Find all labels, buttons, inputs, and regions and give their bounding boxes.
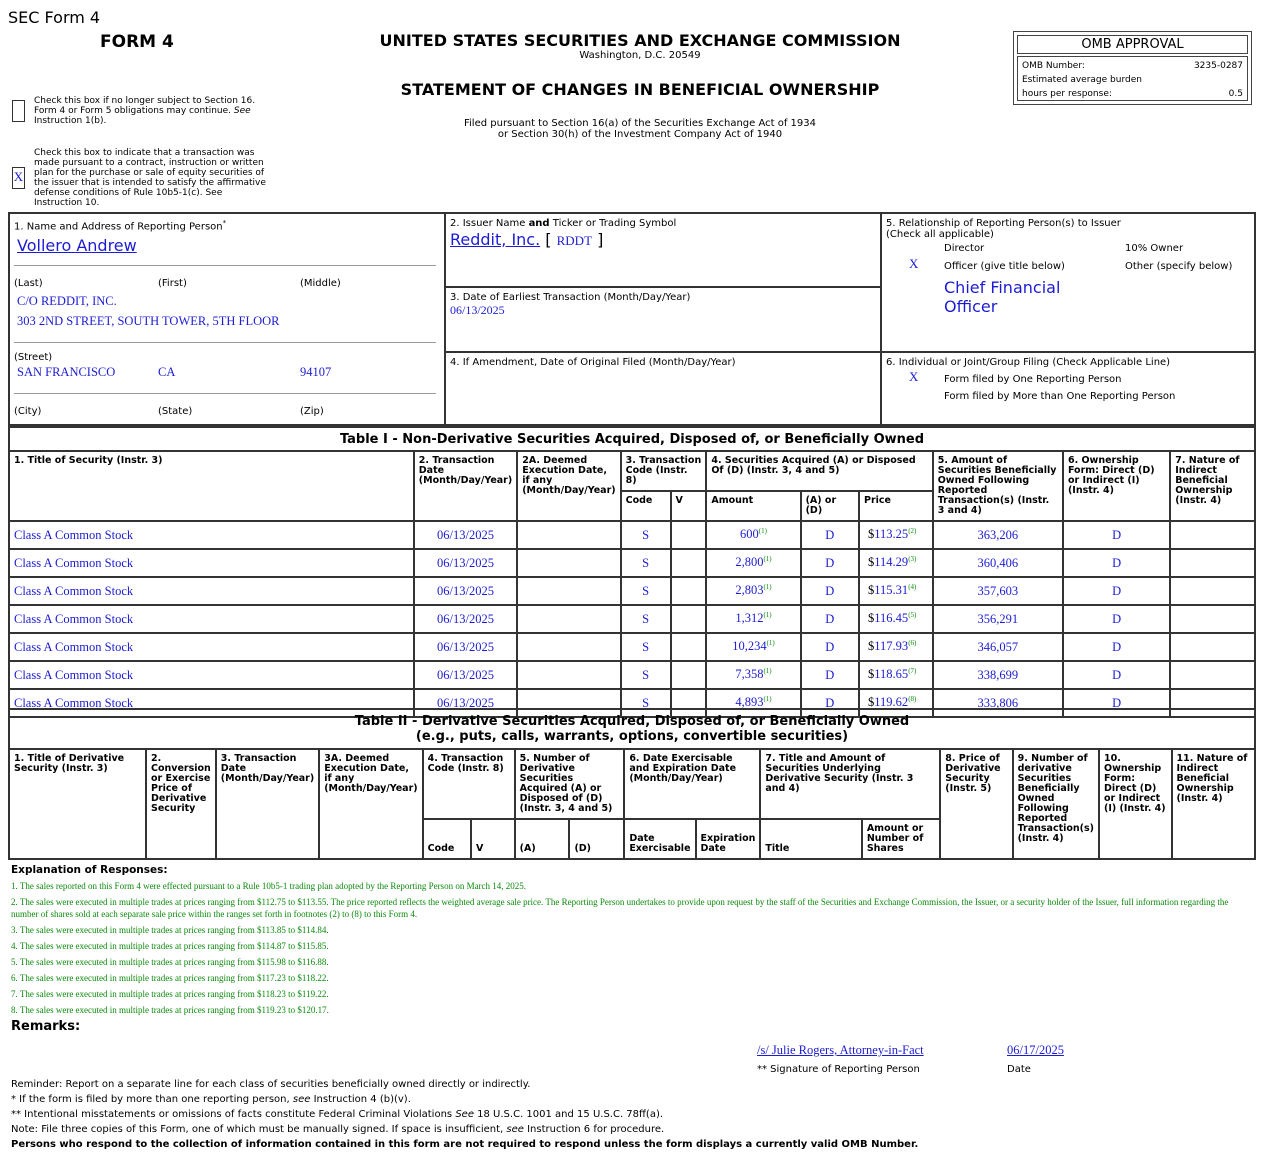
amount-owned: 346,057 xyxy=(933,633,1063,661)
rule-10b5-1-check-mark: X xyxy=(13,169,24,184)
last-name-label: (Last) xyxy=(14,278,43,289)
nature-of-ownership xyxy=(1170,633,1255,661)
dollar-sign: $ xyxy=(868,611,875,626)
t2-sub-v: V xyxy=(471,819,515,859)
first-name-label: (First) xyxy=(158,278,187,289)
explanations-title: Explanation of Responses: xyxy=(11,864,168,876)
one-person-option[interactable]: Form filed by One Reporting Person xyxy=(944,374,1122,385)
t2-sub-code: Code xyxy=(423,819,471,859)
amount-footnote: (1) xyxy=(763,555,772,564)
t1-sub-v: V xyxy=(671,491,707,521)
t2-sub-date-exercisable: Date Exercisable xyxy=(624,819,695,859)
price: 115.31 xyxy=(874,583,909,598)
earliest-date-label: 3. Date of Earliest Transaction (Month/Day/Year) xyxy=(450,292,691,303)
security-title: Class A Common Stock xyxy=(9,605,414,633)
omb-burden-label: Estimated average burden xyxy=(1022,75,1142,85)
dollar-sign: $ xyxy=(868,667,875,682)
state-value: CA xyxy=(158,365,176,379)
price-cell xyxy=(859,605,933,633)
reporting-person-label-text: 1. Name and Address of Reporting Person xyxy=(14,221,223,233)
deemed-date xyxy=(517,605,620,633)
t1-header-title: 1. Title of Security (Instr. 3) xyxy=(9,451,414,521)
t2-header-9: 9. Number of derivative Securities Beneficially Owned Following Reported Transaction(s) (Instr. 4) xyxy=(1013,749,1099,859)
table-1-title: Table I - Non-Derivative Securities Acquired, Disposed of, or Beneficially Owned xyxy=(9,427,1255,451)
t1-header-acquired: 4. Securities Acquired (A) or Disposed Of (D) (Instr. 3, 4 and 5) xyxy=(706,451,932,491)
table-row xyxy=(9,577,1255,605)
amount-owned: 363,206 xyxy=(933,521,1063,549)
dollar-sign: $ xyxy=(868,695,875,710)
nature-of-ownership xyxy=(1170,661,1255,689)
t1-header-code: 3. Transaction Code (Instr. 8) xyxy=(621,451,707,491)
explanation-of-responses xyxy=(11,864,1256,1016)
omb-number-row xyxy=(1022,61,1243,71)
amount-owned: 360,406 xyxy=(933,549,1063,577)
street-label: (Street) xyxy=(14,352,53,363)
amount: 4,893 xyxy=(735,695,764,710)
t2-sub-expiration: Expiration Date xyxy=(696,819,761,859)
table-row xyxy=(9,633,1255,661)
amount: 600 xyxy=(740,527,759,542)
ownership-form: D xyxy=(1063,605,1170,633)
footnote: 6. The sales were executed in multiple trades at prices ranging from $117.23 to $118.22. xyxy=(11,973,329,983)
address-line-1: C/O REDDIT, INC. xyxy=(17,294,117,308)
security-title: Class A Common Stock xyxy=(9,577,414,605)
transaction-code: S xyxy=(621,605,671,633)
nature-of-ownership xyxy=(1170,549,1255,577)
deemed-date xyxy=(517,549,620,577)
acquired-disposed: D xyxy=(801,633,859,661)
omb-number-label: OMB Number: xyxy=(1022,61,1085,71)
amount-owned: 356,291 xyxy=(933,605,1063,633)
amount-cell xyxy=(706,661,800,689)
footnote: 7. The sales were executed in multiple trades at prices ranging from $118.23 to $119.22. xyxy=(11,989,329,999)
security-title: Class A Common Stock xyxy=(9,661,414,689)
one-person-check-mark: X xyxy=(909,369,919,384)
acquired-disposed: D xyxy=(801,605,859,633)
t1-header-form: 6. Ownership Form: Direct (D) or Indirect (I) (Instr. 4) xyxy=(1063,451,1170,521)
amount-cell xyxy=(706,605,800,633)
footer-note-2-a: ** Intentional misstatements or omissions of facts constitute Federal Criminal Violations xyxy=(11,1109,453,1120)
address-line-2: 303 2ND STREET, SOUTH TOWER, 5TH FLOOR xyxy=(17,314,280,328)
omb-hours-label: hours per response: xyxy=(1022,89,1112,99)
t2-header-4: 4. Transaction Code (Instr. 8) xyxy=(423,749,515,819)
t2-header-10: 10. Ownership Form: Direct (D) or Indirect (I) (Instr. 4) xyxy=(1099,749,1171,859)
amount-footnote: (1) xyxy=(763,611,772,620)
transaction-date: 06/13/2025 xyxy=(414,549,517,577)
price-footnote: (2) xyxy=(908,527,917,536)
signature-name: /s/ Julie Rogers, Attorney-in-Fact xyxy=(757,1043,924,1057)
other-option[interactable]: Other (specify below) xyxy=(1125,261,1233,272)
acquired-disposed: D xyxy=(801,661,859,689)
t1-header-nature: 7. Nature of Indirect Beneficial Ownership (Instr. 4) xyxy=(1170,451,1255,521)
amount: 2,800 xyxy=(735,555,764,570)
price-footnote: (6) xyxy=(908,639,917,648)
remarks-title: Remarks: xyxy=(11,1019,81,1034)
amount-cell xyxy=(706,521,800,549)
t1-sub-ad: (A) or (D) xyxy=(801,491,859,521)
footer-note-3-b: Instruction 6 for procedure. xyxy=(527,1124,665,1135)
deemed-date xyxy=(517,521,620,549)
footnote: 5. The sales were executed in multiple trades at prices ranging from $115.98 to $116.88. xyxy=(11,957,329,967)
t1-sub-amount: Amount xyxy=(706,491,800,521)
security-title: Class A Common Stock xyxy=(9,521,414,549)
section16-text-main: Check this box if no longer subject to Section 16. Form 4 or Form 5 obligations may continue. xyxy=(34,96,256,116)
amount-cell xyxy=(706,577,800,605)
filing-label: 6. Individual or Joint/Group Filing (Check Applicable Line) xyxy=(886,357,1171,368)
footer-note-3 xyxy=(11,1124,664,1135)
officer-check-mark: X xyxy=(909,256,919,271)
amount-footnote: (1) xyxy=(758,527,767,536)
price: 117.93 xyxy=(874,639,909,654)
amount-footnote: (1) xyxy=(763,583,772,592)
price-cell xyxy=(859,521,933,549)
price: 114.29 xyxy=(874,555,909,570)
ownership-form: D xyxy=(1063,521,1170,549)
t2-header-2: 2. Conversion or Exercise Price of Derivative Security xyxy=(146,749,216,859)
t2-header-3a: 3A. Deemed Execution Date, if any (Month/Day/Year) xyxy=(319,749,422,859)
table-1-non-derivative xyxy=(8,426,1256,718)
agency-city: Washington, D.C. 20549 xyxy=(579,50,701,61)
t1-header-owned: 5. Amount of Securities Beneficially Owned Following Reported Transaction(s) (Instr. 3 and 4) xyxy=(933,451,1063,521)
transaction-code: S xyxy=(621,689,671,717)
transaction-code: S xyxy=(621,577,671,605)
earliest-date-value: 06/13/2025 xyxy=(450,303,505,317)
price: 119.62 xyxy=(874,695,909,710)
acquired-disposed: D xyxy=(801,521,859,549)
t2-header-6: 6. Date Exercisable and Expiration Date (Month/Day/Year) xyxy=(624,749,760,819)
rule-10b5-1-text: Check this box to indicate that a transaction was made pursuant to a contract, instruction or written plan for the purchase or sale of equity securities of the issuer that is intended to satisfy the affirmative defense conditions of Rule 10b5-1(c). See Instruction 10. xyxy=(34,148,266,208)
officer-option[interactable]: Officer (give title below) xyxy=(944,261,1065,272)
omb-burden-row xyxy=(1022,75,1243,85)
zip-value: 94107 xyxy=(300,365,332,379)
price-cell xyxy=(859,633,933,661)
t2-header-1: 1. Title of Derivative Security (Instr. 3) xyxy=(9,749,146,859)
table-row xyxy=(9,549,1255,577)
transaction-code: S xyxy=(621,633,671,661)
signature-date: 06/17/2025 xyxy=(1007,1043,1064,1057)
city-value: SAN FRANCISCO xyxy=(17,365,116,379)
t2-header-11: 11. Nature of Indirect Beneficial Ownership (Instr. 4) xyxy=(1172,749,1256,859)
transaction-date: 06/13/2025 xyxy=(414,661,517,689)
ownership-form: D xyxy=(1063,549,1170,577)
ownership-form: D xyxy=(1063,577,1170,605)
v-cell xyxy=(671,633,707,661)
price: 118.65 xyxy=(874,667,909,682)
security-title: Class A Common Stock xyxy=(9,549,414,577)
middle-name-label: (Middle) xyxy=(300,278,341,289)
amount-owned: 333,806 xyxy=(933,689,1063,717)
t2-header-3: 3. Transaction Date (Month/Day/Year) xyxy=(216,749,319,859)
v-cell xyxy=(671,605,707,633)
dollar-sign: $ xyxy=(868,527,875,542)
issuer-label xyxy=(450,218,676,229)
amount: 2,803 xyxy=(735,583,764,598)
omb-number-value: 3235-0287 xyxy=(1193,61,1243,71)
filed-pursuant-line-1: Filed pursuant to Section 16(a) of the Securities Exchange Act of 1934 xyxy=(464,118,816,129)
omb-approval-box xyxy=(1013,31,1252,105)
footer-omb-notice: Persons who respond to the collection of information contained in this form are not required to respond unless the form displays a currently valid OMB Number. xyxy=(11,1139,919,1150)
amount-footnote: (1) xyxy=(763,695,772,704)
footer-note-2-b: 18 U.S.C. 1001 and 15 U.S.C. 78ff(a). xyxy=(477,1109,664,1120)
nature-of-ownership xyxy=(1170,577,1255,605)
t1-header-date: 2. Transaction Date (Month/Day/Year) xyxy=(414,451,517,521)
v-cell xyxy=(671,661,707,689)
t1-sub-code: Code xyxy=(621,491,671,521)
filed-pursuant-line-2: or Section 30(h) of the Investment Company Act of 1940 xyxy=(497,129,783,140)
t1-header-deemed: 2A. Deemed Execution Date, if any (Month/Day/Year) xyxy=(517,451,620,521)
officer-title-line-1: Chief Financial xyxy=(944,278,1061,297)
dollar-sign: $ xyxy=(868,583,875,598)
form-title: FORM 4 xyxy=(100,32,174,52)
form-kind-label: SEC Form 4 xyxy=(8,8,101,27)
amount: 10,234 xyxy=(732,639,767,654)
transaction-date: 06/13/2025 xyxy=(414,521,517,549)
amendment-label: 4. If Amendment, Date of Original Filed (Month/Day/Year) xyxy=(450,357,736,368)
ownership-form: D xyxy=(1063,633,1170,661)
signature-date-label: Date xyxy=(1007,1064,1031,1075)
footnote: 1. The sales reported on this Form 4 were effected pursuant to a Rule 10b5-1 trading plan adopted by the Reporting Person on March 14, 2025. xyxy=(11,881,527,891)
relationship-label: 5. Relationship of Reporting Person(s) to Issuer xyxy=(886,218,1121,229)
ticker-bracket-open: [ xyxy=(545,230,552,249)
footer-note-2-see: See xyxy=(455,1109,474,1120)
t2-header-5: 5. Number of Derivative Securities Acquired (A) or Disposed of (D) (Instr. 3, 4 and 5) xyxy=(515,749,625,819)
v-cell xyxy=(671,549,707,577)
table-row xyxy=(9,521,1255,549)
section16-instruction: Instruction 1(b). xyxy=(34,116,107,126)
omb-title: OMB APPROVAL xyxy=(1017,35,1248,54)
table-2-title-line-1: Table II - Derivative Securities Acquired, Disposed of, or Beneficially Owned xyxy=(354,714,910,729)
price-footnote: (7) xyxy=(908,667,917,676)
issuer-label-a: 2. Issuer Name xyxy=(450,218,526,229)
t2-header-7: 7. Title and Amount of Securities Underlying Derivative Security (Instr. 3 and 4) xyxy=(760,749,940,819)
footer-note-3-see: see xyxy=(506,1124,524,1135)
footnote: 4. The sales were executed in multiple trades at prices ranging from $114.87 to $115.85. xyxy=(11,941,329,951)
amount-owned: 357,603 xyxy=(933,577,1063,605)
omb-hours-row xyxy=(1022,89,1243,99)
table-row xyxy=(9,605,1255,633)
officer-title-line-2: Officer xyxy=(944,297,998,316)
multi-person-option[interactable]: Form filed by More than One Reporting Person xyxy=(944,391,1176,402)
section16-text xyxy=(34,96,259,126)
t1-sub-price: Price xyxy=(859,491,933,521)
statement-title: STATEMENT OF CHANGES IN BENEFICIAL OWNERSHIP xyxy=(400,80,880,99)
issuer-label-b: Ticker or Trading Symbol xyxy=(552,218,677,229)
state-label: (State) xyxy=(158,406,193,417)
footer-note-1-see: see xyxy=(292,1094,311,1105)
zip-label: (Zip) xyxy=(300,406,324,417)
footnote: 8. The sales were executed in multiple trades at prices ranging from $119.23 to $120.17. xyxy=(11,1005,329,1015)
v-cell xyxy=(671,521,707,549)
ticker-bracket-close: ] xyxy=(597,230,604,249)
transaction-date: 06/13/2025 xyxy=(414,577,517,605)
price-cell xyxy=(859,549,933,577)
reporting-person-label xyxy=(14,219,226,232)
acquired-disposed: D xyxy=(801,577,859,605)
acquired-disposed: D xyxy=(801,689,859,717)
city-label: (City) xyxy=(14,406,42,417)
footer-reminder: Reminder: Report on a separate line for each class of securities beneficially owned directly or indirectly. xyxy=(11,1079,531,1090)
footer-note-1 xyxy=(11,1094,411,1105)
footnote: 3. The sales were executed in multiple trades at prices ranging from $113.85 to $114.84. xyxy=(11,925,329,935)
ownership-form: D xyxy=(1063,689,1170,717)
footer-note-3-a: Note: File three copies of this Form, one of which must be manually signed. If space is insufficient, xyxy=(11,1124,504,1135)
t2-sub-amount: Amount or Number of Shares xyxy=(862,819,940,859)
agency-name: UNITED STATES SECURITIES AND EXCHANGE COMMISSION xyxy=(379,31,901,50)
price: 113.25 xyxy=(874,527,909,542)
t2-sub-title: Title xyxy=(760,819,861,859)
ownership-form: D xyxy=(1063,661,1170,689)
footnote: 2. The sales were executed in multiple trades at prices ranging from $112.75 to $113.55. The price reported reflects the weighted average sale price. The Reporting Person undertakes to provide upon request by the staff of the Securities and Exchange Commission, the Issuer, or a security holder of the Issuer, full information regarding the number of shares sold at each separate sale price within the ranges set forth in footnotes (2) to (8) to this Form 4. xyxy=(11,897,1229,919)
t2-header-8: 8. Price of Derivative Security (Instr. 5) xyxy=(940,749,1012,859)
table-row xyxy=(9,661,1255,689)
price-cell xyxy=(859,577,933,605)
price-footnote: (8) xyxy=(908,695,917,704)
transaction-code: S xyxy=(621,521,671,549)
section16-checkbox[interactable] xyxy=(12,100,25,122)
transaction-code: S xyxy=(621,661,671,689)
transaction-date: 06/13/2025 xyxy=(414,605,517,633)
issuer-name[interactable]: Reddit, Inc. xyxy=(450,230,541,249)
transaction-date: 06/13/2025 xyxy=(414,633,517,661)
issuer-label-and: and xyxy=(528,218,550,229)
price-footnote: (3) xyxy=(908,555,917,564)
deemed-date xyxy=(517,661,620,689)
dollar-sign: $ xyxy=(868,555,875,570)
footer-note-2 xyxy=(11,1109,663,1120)
footer-note-1-a: * If the form is filed by more than one reporting person, xyxy=(11,1094,290,1105)
amount-footnote: (1) xyxy=(763,667,772,676)
rule-10b5-1-checkbox[interactable] xyxy=(12,167,25,189)
deemed-date xyxy=(517,633,620,661)
v-cell xyxy=(671,577,707,605)
section16-see: See xyxy=(233,106,251,116)
omb-body xyxy=(1017,56,1248,101)
dollar-sign: $ xyxy=(868,639,875,654)
deemed-date xyxy=(517,577,620,605)
amount-cell xyxy=(706,549,800,577)
table-2-title-line-2: (e.g., puts, calls, warrants, options, convertible securities) xyxy=(415,729,849,744)
t2-sub-d: (D) xyxy=(569,819,624,859)
amount-owned: 338,699 xyxy=(933,661,1063,689)
amount: 7,358 xyxy=(735,667,764,682)
ticker-symbol: RDDT xyxy=(556,233,593,248)
t2-sub-a: (A) xyxy=(515,819,570,859)
director-option[interactable]: Director xyxy=(944,243,985,254)
ten-percent-owner-option[interactable]: 10% Owner xyxy=(1125,243,1184,254)
reporting-person-name[interactable]: Vollero Andrew xyxy=(17,236,137,255)
amount-footnote: (1) xyxy=(766,639,775,648)
nature-of-ownership xyxy=(1170,521,1255,549)
table-2-derivative xyxy=(8,708,1256,860)
footer-note-1-b: Instruction 4 (b)(v). xyxy=(313,1094,411,1105)
price-footnote: (4) xyxy=(908,583,917,592)
acquired-disposed: D xyxy=(801,549,859,577)
price-footnote: (5) xyxy=(908,611,917,620)
omb-hours-value: 0.5 xyxy=(1228,89,1243,99)
price: 116.45 xyxy=(874,611,909,626)
signature-label: ** Signature of Reporting Person xyxy=(757,1064,920,1075)
footnote-list xyxy=(11,880,1256,1016)
amount: 1,312 xyxy=(735,611,764,626)
price-cell xyxy=(859,661,933,689)
issuer-name-line xyxy=(450,230,603,249)
nature-of-ownership xyxy=(1170,605,1255,633)
transaction-code: S xyxy=(621,549,671,577)
reporting-person-asterisk: * xyxy=(222,219,227,227)
security-title: Class A Common Stock xyxy=(9,689,414,717)
relationship-sub: (Check all applicable) xyxy=(886,229,994,240)
table-2-title xyxy=(9,709,1255,749)
security-title: Class A Common Stock xyxy=(9,633,414,661)
transaction-date: 06/13/2025 xyxy=(414,689,517,717)
amount-cell xyxy=(706,633,800,661)
